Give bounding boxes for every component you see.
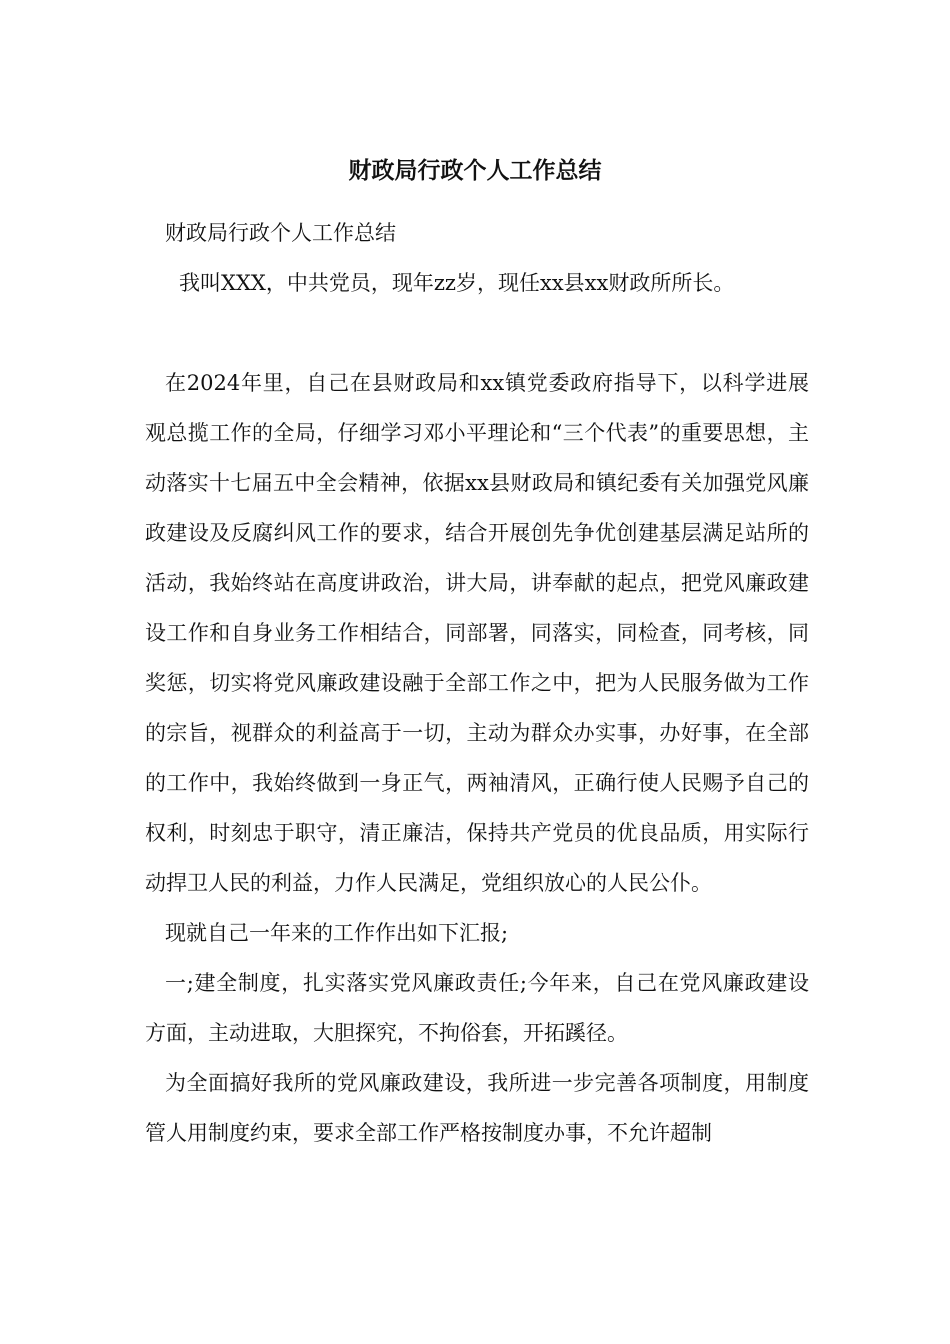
intro-paragraph: 我叫XXX，中共党员，现年zz岁，现任xx县xx财政所所长。 — [179, 271, 735, 295]
document-title: 财政局行政个人工作总结 — [348, 157, 602, 184]
subtitle-paragraph: 财政局行政个人工作总结 — [165, 221, 396, 245]
paragraph-gap — [145, 308, 809, 358]
main-paragraph: 在2024年里，自己在县财政局和xx镇党委政府指导下，以科学进展观总揽工作的全局，仔细学习邓小平理论和“三个代表”的重要思想，主动落实十七届五中全会精神，依据xx县财政局和镇纪委有关加强党风廉政建设及反腐纠风工作的要求，结合开展创先争优创建基层满足站所的活动，我始终站在高度讲政治，讲大局，讲奉献的起点，把党风廉政建设工作和自身业务工作相结合，同部署，同落实，同检查，同考核，同奖惩，切实将党风廉政建设融于全部工作之中，把为人民服务做为工作的宗旨，视群众的利益高于一切，主动为群众办实事，办好事，在全部的工作中，我始终做到一身正气，两袖清风，正确行使人民赐予自己的权利，时刻忠于职守，清正廉洁，保持共产党员的优良品质，用实际行动捍卫人民的利益，力作人民满足，党组织放心的人民公仆。 — [145, 371, 809, 895]
system-paragraph: 为全面搞好我所的党风廉政建设，我所进一步完善各项制度，用制度管人用制度约束，要求全部工作严格按制度办事，不允许超制 — [145, 1071, 809, 1145]
section-one-paragraph: 一;建全制度，扎实落实党风廉政责任;今年来，自己在党风廉政建设方面，主动进取，大胆探究，不拘俗套，开拓蹊径。 — [145, 971, 809, 1045]
report-intro-paragraph: 现就自己一年来的工作作出如下汇报; — [165, 921, 509, 945]
document-body — [145, 208, 809, 1158]
